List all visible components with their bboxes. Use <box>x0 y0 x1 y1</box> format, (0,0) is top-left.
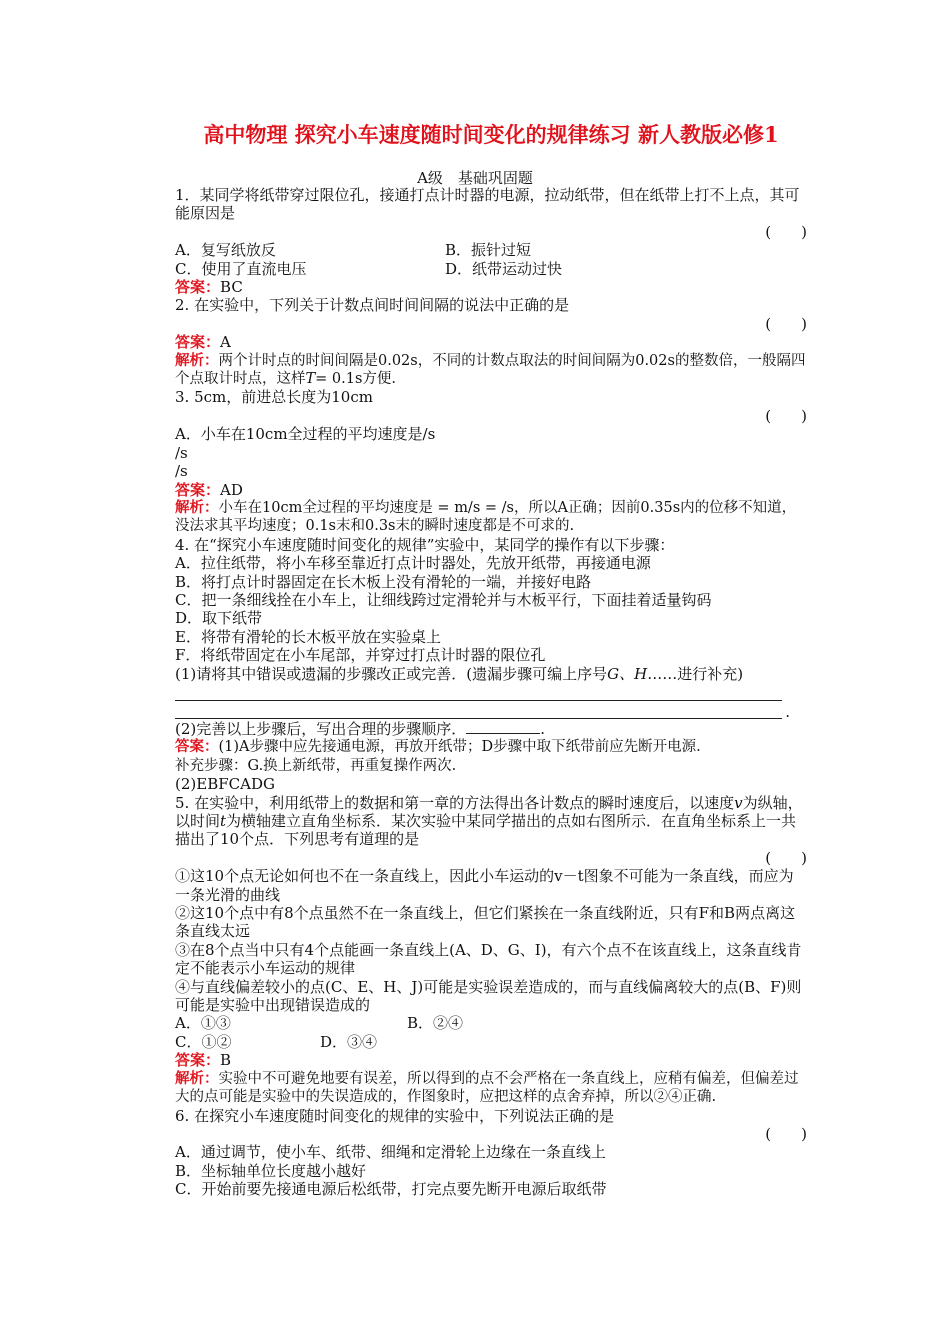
answer-line[interactable] <box>175 683 782 701</box>
question-1-stem: 1．某同学将纸带穿过限位孔，接通打点计时器的电源，拉动纸带，但在纸带上打不上点，其可能原因是 <box>175 186 800 223</box>
option-fragment: /s <box>175 443 188 462</box>
analysis-label: 解析： <box>175 1069 219 1087</box>
sub-question-1 <box>175 665 807 683</box>
question-5-options-row-2 <box>175 1033 807 1051</box>
section-heading: A级 基础巩固题 <box>417 169 533 187</box>
option-a: A．复写纸放反 <box>175 241 276 260</box>
answer-parenthesis: ( ) <box>765 222 807 241</box>
step-b: B．将打点计时器固定在长木板上没有滑轮的一端，并接好电路 <box>175 572 592 591</box>
question-3-answer <box>175 481 807 499</box>
answer-value: B <box>220 1051 232 1070</box>
option-fragment: /s <box>175 462 188 481</box>
question-4-answer-order: (2)EBFCADG <box>175 775 275 794</box>
sub-question-text: (1)请将其中错误或遗漏的步骤改正或完善．(遗漏步骤可编上序号 <box>175 664 608 683</box>
answer-line[interactable] <box>175 701 790 721</box>
option-a: A．①③ <box>175 1014 231 1033</box>
question-2-analysis <box>175 352 807 389</box>
sub-question-period: . <box>540 719 546 738</box>
document-body <box>175 186 807 1199</box>
question-4-answer <box>175 738 807 756</box>
statement-2: ②这10个点中有8个点虽然不在一条直线上，但它们紧挨在一条直线附近，只有F和B两点离这条直线太远 <box>175 904 796 941</box>
option-a: A．通过调节，使小车、纸带、细绳和定滑轮上边缘在一条直线上 <box>175 1143 606 1162</box>
answer-parenthesis: ( ) <box>765 406 807 425</box>
question-5-options-row-1 <box>175 1014 807 1032</box>
option-d: D．③④ <box>320 1032 378 1051</box>
step-c: C．把一条细线拴在小车上，让细线跨过定滑轮并与木板平行，下面挂着适量钩码 <box>175 590 712 609</box>
question-6-stem: 6. 在探究小车速度随时间变化的规律的实验中，下列说法正确的是 <box>175 1106 615 1125</box>
analysis-label: 解析： <box>175 498 219 516</box>
stem-text: 为横轴建立直角坐标系．某次实验中某同学描出的点如右图所示．在直角坐标系上一共描出了10个点．下列思考有道理的是 <box>175 812 797 849</box>
option-c: C．开始前要先接通电源后松纸带，打完点要先断开电源后取纸带 <box>175 1180 607 1199</box>
question-5-answer <box>175 1051 807 1069</box>
answer-value: AD <box>220 480 243 499</box>
stem-symbol-v: v <box>734 793 743 812</box>
answer-value: A <box>220 333 231 352</box>
statement-4: ④与直线偏差较小的点(C、E、H、J)可能是实验误差造成的，而与直线偏离较大的点(B、F)则可能是实验中出现错误造成的 <box>175 977 802 1015</box>
sub-question-text: (2)完善以上步骤后，写出合理的步骤顺序． <box>175 719 467 738</box>
question-1-options-row-2 <box>175 260 807 278</box>
question-2-stem: 2. 在实验中，下列关于计数点间时间间隔的说法中正确的是 <box>175 296 570 315</box>
analysis-text: 两个计时点的时间间隔是0.02s，不同的计数点取法的时间间隔为0.02s的整数倍，一般隔四个点取计时点，这样 <box>175 352 806 388</box>
answer-value: BC <box>220 278 243 297</box>
line-period: . <box>785 702 790 721</box>
answer-label: 答案： <box>175 738 219 756</box>
sub-question-text-end: ……进行补充) <box>647 664 744 683</box>
option-b: B．②④ <box>407 1014 464 1033</box>
answer-label: 答案： <box>175 1051 221 1070</box>
statement-1: ①这10个点无论如何也不在一条直线上，因此小车运动的v－t图象不可能为一条直线，而应为一条光滑的曲线 <box>175 867 794 904</box>
answer-label: 答案： <box>175 333 221 352</box>
question-2-answer <box>175 333 807 351</box>
option-b: B．坐标轴单位长度越小越好 <box>175 1161 367 1180</box>
step-d: D．取下纸带 <box>175 609 263 628</box>
answer-parenthesis: ( ) <box>765 1124 807 1143</box>
option-d: D．纸带运动过快 <box>445 259 563 278</box>
question-1-answer <box>175 278 807 296</box>
option-c: C．①② <box>175 1032 232 1051</box>
analysis-text: 小车在10cm全过程的平均速度是 = m/s = /s，所以A正确；因前0.35s内的位移不知道，没法求其平均速度；0.1s末和0.3s末的瞬时速度都是不可求的. <box>175 499 797 535</box>
question-1-options-row-1 <box>175 241 807 259</box>
stem-symbol-t: t <box>220 812 227 830</box>
answer-blank[interactable] <box>466 719 540 734</box>
answer-parenthesis: ( ) <box>765 314 807 333</box>
sub-question-symbols: G、H <box>607 664 648 683</box>
answer-text: (1)A步骤中应先接通电源，再放开纸带；D步骤中取下纸带前应先断开电源. <box>218 739 701 756</box>
analysis-symbol: T <box>305 371 316 388</box>
analysis-label: 解析： <box>175 351 219 369</box>
step-a: A．拉住纸带，将小车移至靠近打点计时器处，先放开纸带，再接通电源 <box>175 554 651 573</box>
answer-label: 答案： <box>175 480 221 499</box>
option-a: A．小车在10cm全过程的平均速度是/s <box>175 425 436 444</box>
sub-question-2 <box>175 719 807 738</box>
stem-text: 5. 在实验中，利用纸带上的数据和第一章的方法得出各计数点的瞬时速度后，以速度 <box>175 793 735 812</box>
step-f: F．将纸带固定在小车尾部，并穿过打点计时器的限位孔 <box>175 646 546 665</box>
question-5-analysis <box>175 1070 807 1107</box>
question-4-stem: 4. 在“探究小车速度随时间变化的规律”实验中，某同学的操作有以下步骤： <box>175 535 675 554</box>
option-c: C．使用了直流电压 <box>175 259 307 278</box>
option-b: B．振针过短 <box>445 241 532 260</box>
answer-parenthesis: ( ) <box>765 848 807 867</box>
analysis-text: 实验中不可避免地要有误差，所以得到的点不会严格在一条直线上，应稍有偏差，但偏差过大的点可能是实验中的失误造成的，作图象时，应把这样的点舍弃掉，所以②④正确. <box>175 1070 799 1106</box>
stem-text: 为纵轴，以时间 <box>175 793 803 830</box>
question-3-stem: 3. 5cm，前进总长度为10cm <box>175 388 373 407</box>
step-e: E．将带有滑轮的长木板平放在实验桌上 <box>175 627 441 646</box>
document-title: 高中物理 探究小车速度随时间变化的规律练习 新人教版必修1 <box>203 122 779 147</box>
analysis-text-end: = 0.1s方便. <box>315 371 397 388</box>
question-5-stem <box>175 794 807 849</box>
question-3-analysis <box>175 499 807 536</box>
answer-label: 答案： <box>175 278 221 297</box>
statement-3: ③在8个点当中只有4个点能画一条直线上(A、D、G、I)，有六个点不在该直线上，这条直线肯定不能表示小车运动的规律 <box>175 940 802 978</box>
question-4-answer-supplement: 补充步骤：G.换上新纸带，再重复操作两次. <box>175 757 457 774</box>
